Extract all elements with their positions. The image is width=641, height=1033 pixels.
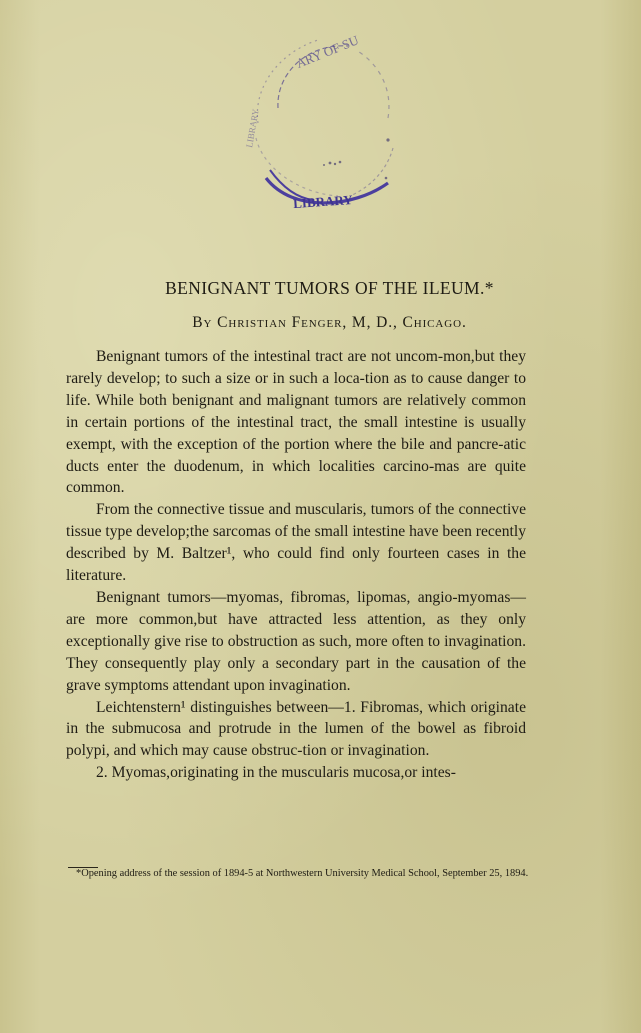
paragraph-1: Benignant tumors of the intestinal tract are not uncom-mon,but they rarely develop; to such a size or in such a loca-tion as to cause danger to life. While both benignant and malignant tumors are relatively common in certain portions of the intestinal tract, the small intestine is usually exempt, with the exception of the portion where the bile and pancre-atic ducts enter the duodenum, in which localities carcino-mas are quite common. [66, 348, 526, 497]
paragraph-5: 2. Myomas,originating in the muscularis mucosa,or intes- [96, 764, 456, 782]
library-seal-stamp [238, 28, 408, 208]
svg-text:LIBRARY: LIBRARY [292, 191, 354, 208]
svg-text:ARY OF SU: ARY OF SU [293, 32, 361, 71]
footnote [68, 868, 530, 880]
library-seal-icon [238, 28, 408, 208]
paragraph-2: From the connective tissue and muscularis, tumors of the connective tissue type develop;the sarcomas of the small intestine have been recently described by M. Baltzer¹, who could find only fourteen cases in the literature. [66, 501, 526, 585]
footnote-text: *Opening address of the session of 1894-5 at Northwestern University Medical School, September 25, 1894. [76, 868, 529, 879]
paragraph-3: Benignant tumors—myomas, fibromas, lipomas, angio-myomas—are more common,but have attracted less attention, as they only exceptionally give rise to obstruction as such, more often to invagination. They consequently play only a secondary part in the causation of the grave symptoms attendant upon invagination. [66, 588, 526, 694]
paragraph-4: Leichtenstern¹ distinguishes between—1. Fibromas, which originate in the submucosa and protrude in the lumen of the bowel as fibroid polypi, and which may cause obstruc-tion or invagination. [66, 698, 526, 760]
svg-text:LIBRARY: LIBRARY [244, 108, 261, 149]
article-body [66, 346, 526, 784]
author-byline: By Christian Fenger, M, D., Chicago. [192, 314, 467, 331]
article-title: BENIGNANT TUMORS OF THE ILEUM.* [165, 278, 494, 298]
